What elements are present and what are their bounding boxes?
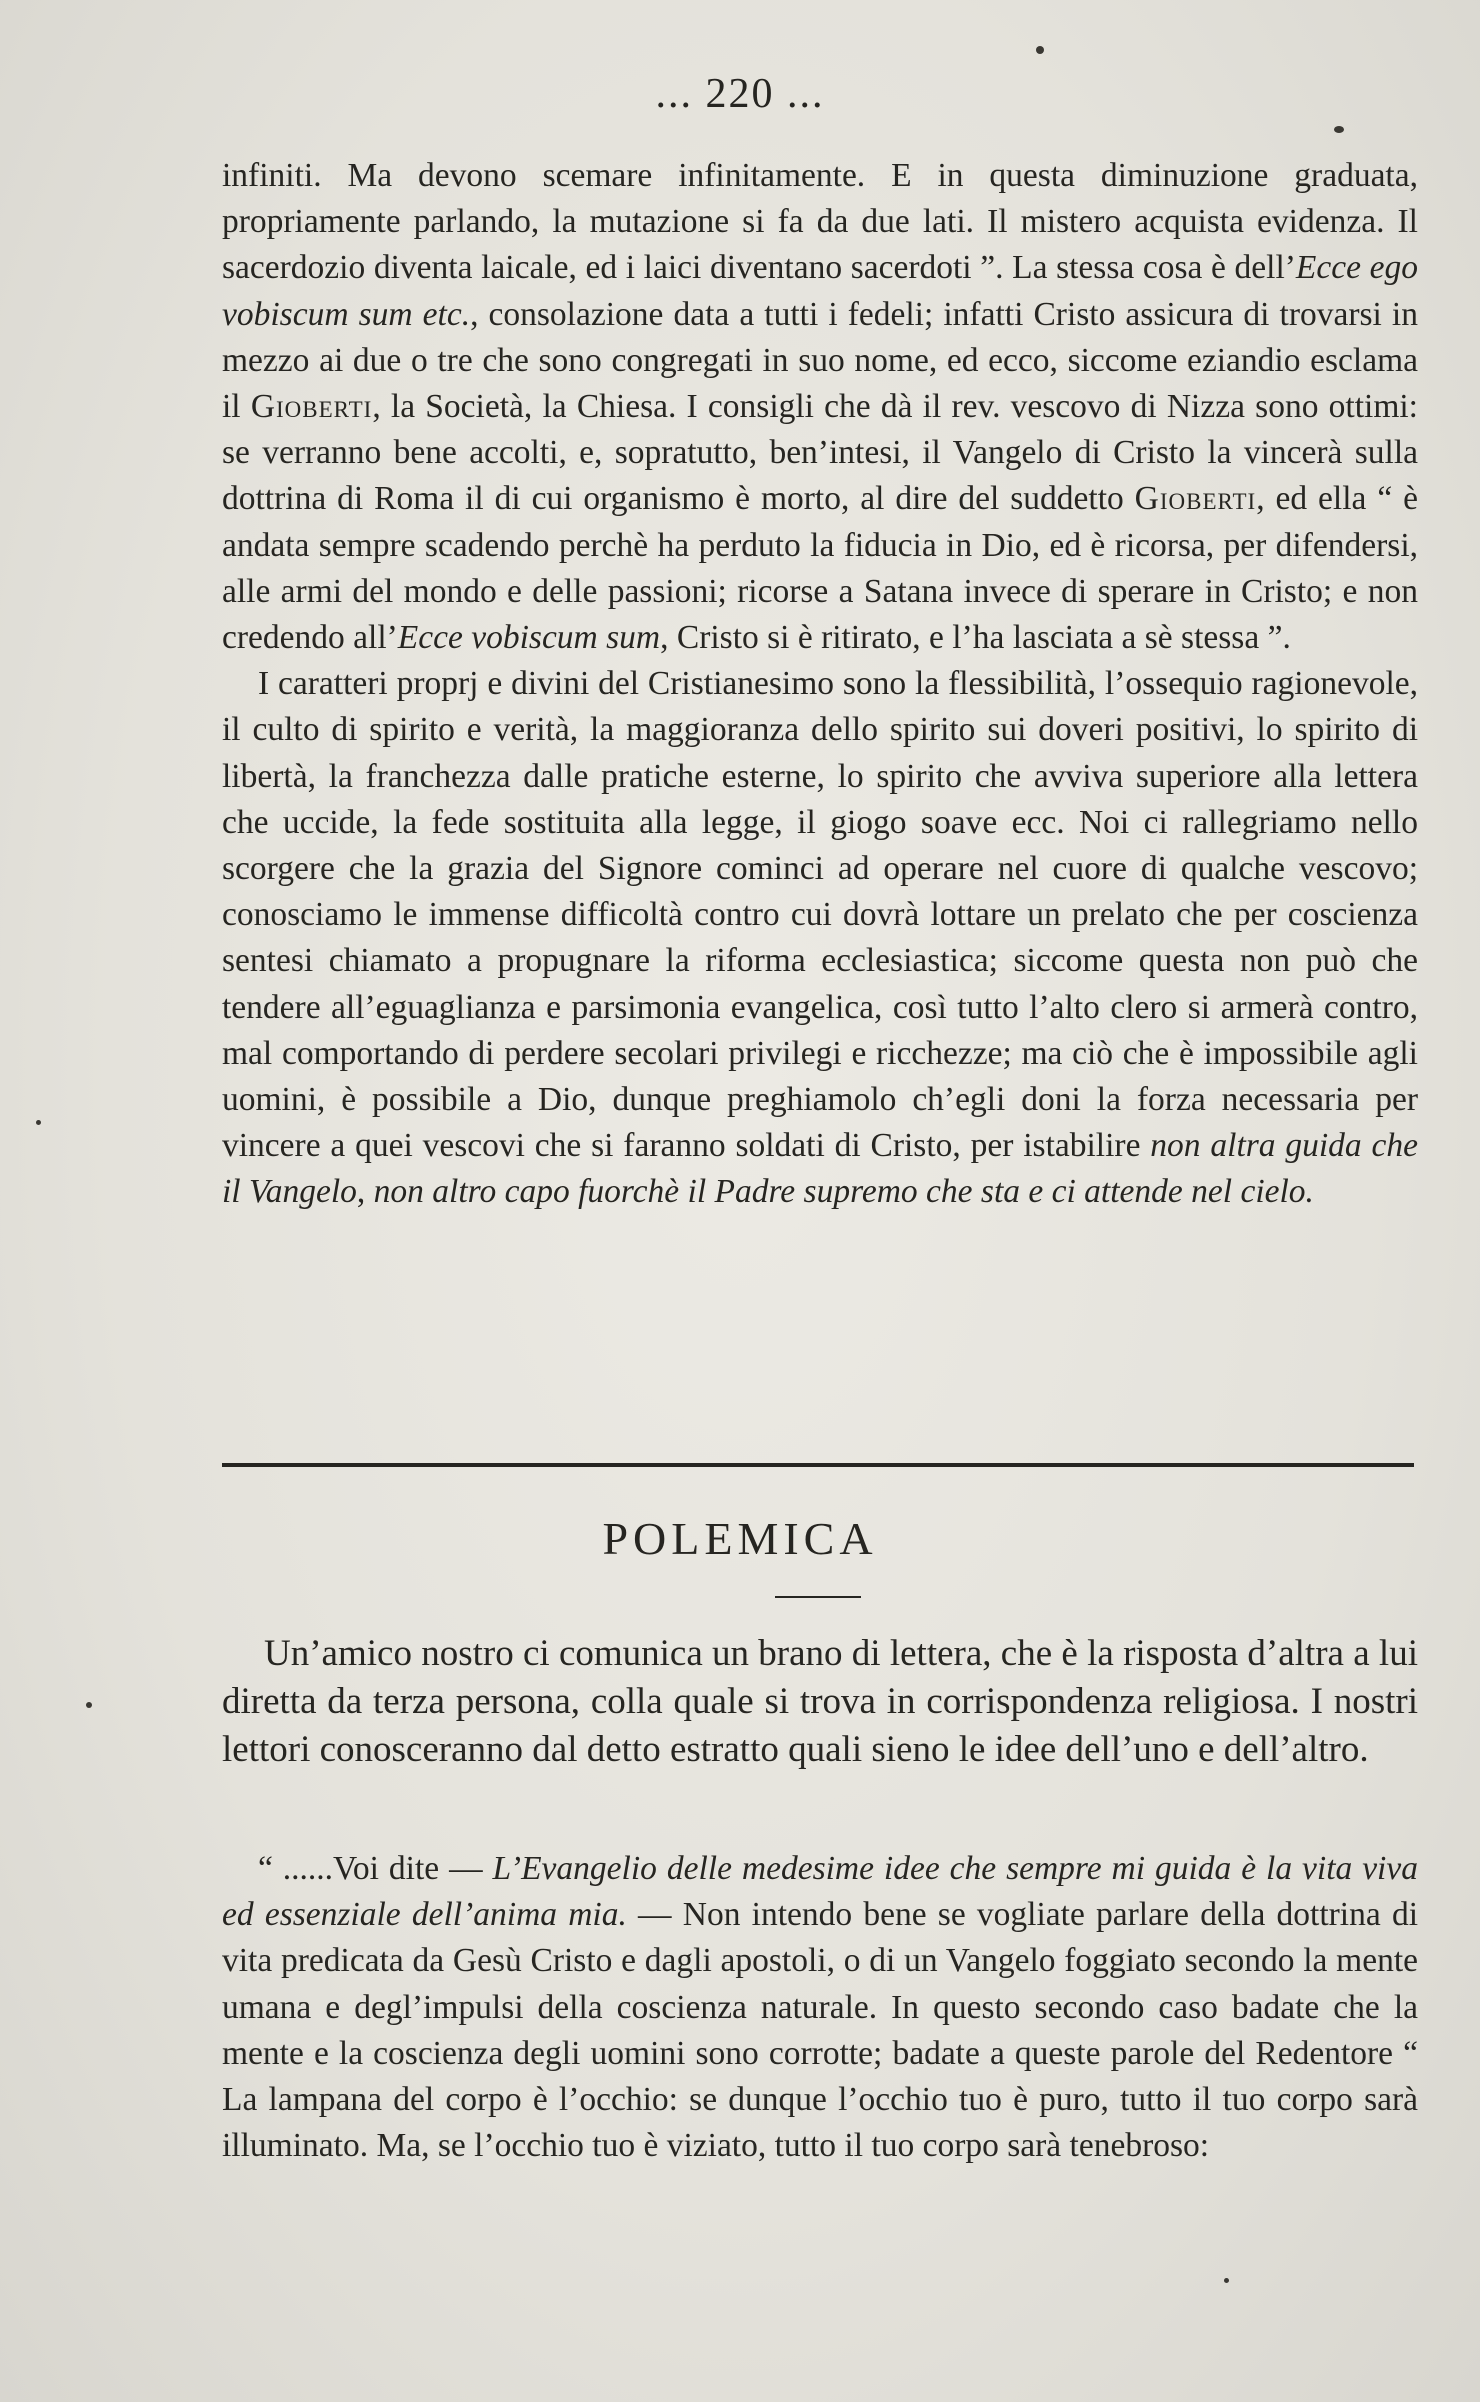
ink-speck bbox=[1036, 46, 1044, 54]
italic-text: non altro capo fuorchè il Padre supremo che sta e ci attende nel cielo. bbox=[373, 1173, 1314, 1211]
small-caps-name: Gioberti bbox=[250, 388, 373, 426]
italic-text: Ecce ego vobiscum sum etc. bbox=[222, 249, 1418, 333]
italic-text: non altra guida che il Vangelo bbox=[222, 1127, 1419, 1211]
intro-paragraph: Un’amico nostro ci comunica un brano di lettera, che è la risposta d’altra a lui diretta da terza persona, colla quale si trova in corrispondenza religiosa. I nostri lettori conosceranno dal detto estratto quali sieno le idee dell’uno e dell’altro. bbox=[222, 1633, 1418, 1770]
ink-speck bbox=[1334, 126, 1344, 133]
letter-excerpt bbox=[222, 1846, 1418, 2169]
text-run: infiniti. Ma devono scemare infinitamente. E in questa diminuzione graduata, propriamente parlando, la mutazione si fa da due lati. Il mistero acquista evidenza. Il sacerdozio diventa laicale, ed i laici diventano sacerdoti ”. La stessa cosa è dell’ bbox=[222, 157, 1418, 287]
ink-speck bbox=[86, 1702, 92, 1708]
text-run: , ed ella “ è andata sempre scadendo perchè ha perduto la fiducia in Dio, ed è ricorsa, per difendersi, alle armi del mondo e delle passioni; ricorse a Satana invece di sperare in Cristo; e non credendo all’ bbox=[222, 480, 1418, 657]
paragraph bbox=[222, 1846, 1418, 2169]
paragraph bbox=[222, 661, 1418, 1215]
section-divider bbox=[222, 1463, 1414, 1467]
text-run: , Cristo si è ritirato, e l’ha lasciata a sè stessa ”. bbox=[660, 619, 1291, 657]
text-run: , consolazione data a tutti i fedeli; infatti Cristo assicura di trovarsi in mezzo ai due o tre che sono congregati in suo nome, ed ecco, siccome eziandio esclama il bbox=[222, 295, 1418, 426]
ink-speck bbox=[36, 1120, 41, 1125]
title-underline bbox=[775, 1596, 861, 1598]
text-run: , bbox=[356, 1173, 374, 1211]
text-run: “ ......Voi dite — bbox=[258, 1850, 493, 1887]
section-intro bbox=[222, 1630, 1418, 1774]
text-run: , la Società, la Chiesa. I consigli che dà il rev. vescovo di Nizza sono ottimi: se verranno bene accolti, e, sopratutto, ben’intesi, il Vangelo di Cristo la vincerà sulla dottrina di Roma il di cui organismo è morto, al dire del suddetto bbox=[222, 388, 1418, 518]
article-continuation bbox=[222, 153, 1418, 1216]
text-run: — Non intendo bene se vogliate parlare della dottrina di vita predicata da Gesù Cristo e dagli apostoli, o di un Vangelo foggiato secondo la mente umana e degl’impulsi della coscienza naturale. In questo secondo caso badate che la mente e la coscienza degli uomini sono corrotte; badate a queste parole del Redentore “ La lampana del corpo è l’occhio: se dunque l’occhio tuo è puro, tutto il tuo corpo sarà illuminato. Ma, se l’occhio tuo è viziato, tutto il tuo corpo sarà tenebroso: bbox=[222, 1896, 1418, 2165]
italic-text: L’Evangelio delle medesime idee che sempre mi guida è la vita viva ed essenziale dell’anima mia. bbox=[222, 1850, 1418, 1934]
paragraph bbox=[222, 153, 1418, 661]
italic-text: Ecce vobiscum sum bbox=[397, 619, 661, 657]
page-number: ... 220 ... bbox=[655, 71, 825, 117]
section-title: POLEMICA bbox=[602, 1513, 878, 1564]
text-run: I caratteri proprj e divini del Cristianesimo sono la flessibilità, l’ossequio ragionevole, il culto di spirito e verità, la maggioranza dello spirito sui doveri positivi, lo spirito di libertà, la franchezza dalle pratiche esterne, lo spirito che avviva superiore alla lettera che uccide, la fede sostituita alla legge, il giogo soave ecc. Noi ci rallegriamo nello scorgere che la grazia del Signore cominci ad operare nel cuore di qualche vescovo; conosciamo le immense difficoltà contro cui dovrà lottare un prelato che per coscienza sentesi chiamato a propugnare la riforma ecclesiastica; siccome questa non può che tendere all’eguaglianza e parsimonia evangelica, così tutto l’alto clero si armerà contro, mal comportando di perdere secolari privilegi e ricchezze; ma ciò che è impossibile agli uomini, è possibile a Dio, dunque preghiamolo ch’egli doni la forza necessaria per vincere a quei vescovi che si faranno soldati di Cristo, per istabilire bbox=[222, 665, 1418, 1165]
small-caps-name: Gioberti bbox=[1134, 480, 1257, 518]
ink-speck bbox=[1224, 2278, 1229, 2283]
